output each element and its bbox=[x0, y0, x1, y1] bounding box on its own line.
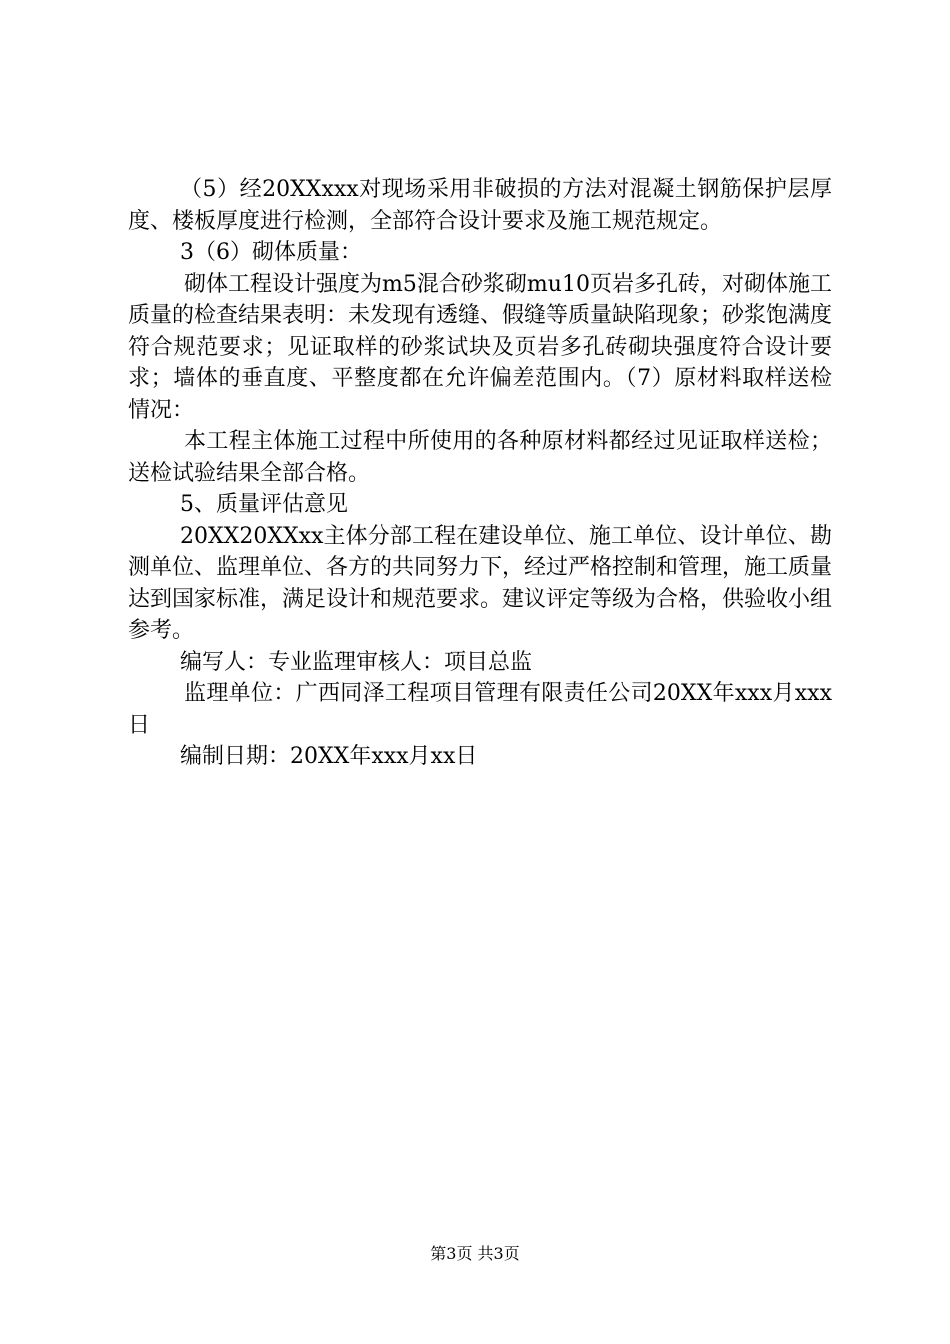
paragraph-masonry-heading: 3（6）砌体质量： bbox=[180, 240, 362, 265]
paragraph-inspection-result: （5）经20XXxxx对现场采用非破损的方法对混凝土钢筋保护层厚度、楼板厚度进行检测，全部符合设计要求及施工规范规定。 bbox=[128, 177, 832, 234]
paragraph-supervision-unit: 监理单位：广西同泽工程项目管理有限责任公司20XX年xxx月xxx日 bbox=[128, 681, 832, 738]
paragraph-masonry-detail: 砌体工程设计强度为m5混合砂浆砌mu10页岩多孔砖，对砌体施工质量的检查结果表明：未发现有透缝、假缝等质量缺陷现象；砂浆饱满度符合规范要求；见证取样的砂浆试块及页岩多孔砖砌块强度符合设计要求；墙体的垂直度、平整度都在允许偏差范围内。（7）原材料取样送检情况： bbox=[128, 271, 833, 423]
page-number-footer: 第3页 共3页 bbox=[430, 1244, 520, 1263]
paragraph-quality-opinion: 20XX20XXxx主体分部工程在建设单位、施工单位、设计单位、勘测单位、监理单位、各方的共同努力下，经过严格控制和管理，施工质量达到国家标准，满足设计和规范要求。建议评定等级为合格，供验收小组参考。 bbox=[128, 523, 833, 643]
paragraph-authors: 编写人：专业监理审核人：项目总监 bbox=[180, 649, 533, 675]
paragraph-materials-sampling: 本工程主体施工过程中所使用的各种原材料都经过见证取样送检；送检试验结果全部合格。 bbox=[128, 429, 832, 486]
paragraph-quality-heading: 5、质量评估意见 bbox=[180, 492, 348, 517]
paragraph-compile-date: 编制日期：20XX年xxx月xx日 bbox=[180, 744, 478, 769]
document-body bbox=[128, 174, 832, 773]
